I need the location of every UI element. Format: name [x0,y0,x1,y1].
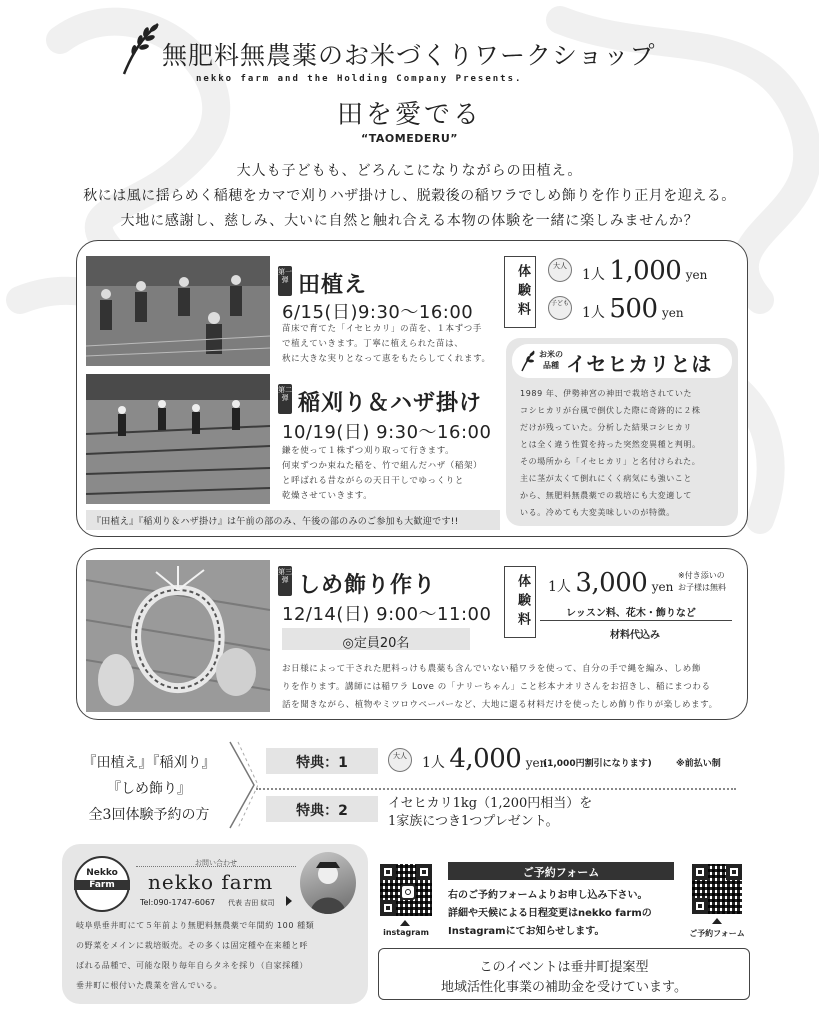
isehikari-body-3: だけが残っていた。分析した結果コシヒカリ [520,423,692,432]
shime-price-unit: yen [651,580,674,594]
event3-title: しめ飾り作り [298,572,437,598]
event3-desc-3: 話を聞きながら、植物やミツロウペーパーなど、大地に還る材料だけを使ったしめ飾り作りが楽しめます。 [282,700,718,710]
isehikari-body-8: いる。冷めても大変美味しいのが特徴。 [520,508,675,517]
chevron-divider [228,740,258,830]
perk1-price-unit: yen [525,756,548,770]
reserve-form-label: ご予約フォーム [689,929,745,938]
rice-planting-photo [86,256,270,366]
event2-desc-3: と呼ばれる昔ながらの天日干しでゆっくりと [282,476,464,486]
event2-desc-4: 乾燥させていきます。 [282,491,373,501]
farm-inquiry-line [136,866,296,867]
bundle-left-2: 『しめ飾り』 [107,781,191,797]
reserve-form-title: ご予約フォーム [522,866,600,879]
perk1-note: (1,000円割引になります) [543,759,652,769]
lesson-fee: レッスン料、花木・飾りなど [566,608,696,619]
event3-desc-2: りを作ります。講師には稲ワラ Love の「ナリーちゃん」こと杉本ナオリさんをお招きし、稲にまつわる [282,682,711,692]
adult-tag: 大人 [548,258,572,282]
instagram-qr-arrow-icon [400,920,410,926]
reservation-form-qr-code[interactable] [690,862,744,916]
rice-sprig-icon [520,350,536,372]
bundle-left-1: 『田植え』『稲刈り』 [82,755,216,771]
subsidy-line-1: このイベントは垂井町提案型 [479,960,649,975]
reserve-text-2: 詳細や天候による日程変更はnekko farmの [448,908,652,919]
perk2-text-2: 1家族につき1つプレゼント。 [388,814,559,829]
perk1-note-2: ※前払い制 [676,759,721,769]
perk1-price-value: 4,000 [449,744,522,774]
presents-line: nekko farm and the Holding Company Presents. [196,74,523,84]
workshop-title: 無肥料無農薬のお米づくりワークショップ [162,41,656,70]
farm-logo-text-1: Nekko [86,868,118,878]
instagram-label: instagram [383,928,429,937]
farm-tel: Tel:090-1747-6067 [140,898,216,907]
isehikari-body-5: その場所から「イセヒカリ」と名付けられた。 [520,457,701,466]
child-price-unit: yen [661,306,684,320]
farm-desc-3: ばれる品種で、可能な限り毎年自らタネを採り（自家採種） [76,961,309,970]
adult-price [582,256,707,286]
instagram-icon [400,884,416,900]
farm-logo-text-2: Farm [74,880,130,890]
event1-desc-1: 苗床で育てた「イセヒカリ」の苗を、１本ずつ手 [282,324,482,334]
event1-title: 田植え [298,272,368,298]
perk2-text-1: イセヒカリ1kg（1,200円相当）を [388,796,593,811]
isehikari-body-2: コシヒカリが台風で倒伏した際に奇跡的に２株 [520,406,701,415]
event2-desc-2: 何束ずつか束ねた稲を、竹で組んだハザ（稲架） [282,461,483,471]
adult-price-prefix: 1人 [582,267,605,283]
event2-date: 10/19(日) 9:30～16:00 [282,422,492,443]
farmer-photo [300,852,356,914]
farm-inquiry: お問い合わせ [195,859,237,867]
event1-desc-3: 秋に大きな実りとなって恵をもたらしてくれます。 [282,354,491,364]
event3-number-badge: 第三弾 [278,566,292,596]
rice-harvest-photo [86,374,270,504]
intro-line-1: 大人も子どもも、どろんこになりながらの田植え。 [236,163,583,179]
instagram-qr-code[interactable] [378,862,434,918]
farm-desc-2: の野菜をメインに栽培販売。その多くは固定種や在来種と呼 [76,941,309,950]
event1-number-badge: 第一弾 [278,266,292,296]
intro-line-3: 大地に感謝し、慈しみ、大いに自然と触れ合える本物の体験を一緒に楽しみませんか？ [120,213,699,229]
child-price-prefix: 1人 [582,305,605,321]
event-name-en: “TAOMEDERU” [361,132,458,145]
isehikari-title: イセヒカリとは [566,352,713,376]
perk1-label: 特典：1 [296,755,348,771]
capacity: ◎定員20名 [342,636,410,651]
shime-note-2: お子様は無料 [678,583,726,592]
fee-label-3: 体験料 [504,566,536,638]
isehikari-body-1: 1989 年、伊勢神宮の神田で栽培されていた [520,389,693,398]
shimekazari-photo [86,560,270,712]
reserve-text-3: Instagramにてお知らせします。 [448,926,605,937]
fee-label-1: 体験料 [504,256,536,328]
bundle-left-3: 全3回体験予約の方 [88,807,210,823]
event1-date: 6/15(日)9:30～16:00 [282,302,474,323]
shime-price [548,568,673,598]
event2-title: 稲刈り＆ハザ掛け [298,390,483,416]
isehikari-body-7: から、無肥料無農薬での栽培にも大変適して [520,491,692,500]
child-price [582,294,684,324]
farm-desc-4: 垂井町に根付いた農業を営んでいる。 [76,981,223,990]
note-1: 『田植え』『稲刈り＆ハザ掛け』は午前の部のみ、午後の部のみのご参加も大歓迎です!! [92,517,459,527]
shime-price-value: 3,000 [575,568,648,598]
event3-desc-1: お日様によって干された肥料っけも農薬も含んでいない稲ワラを使って、自分の手で縄を編み、しめ飾 [282,664,701,674]
isehikari-body-6: 主に茎が太くて倒れにくく病気にも強いこと [520,474,692,483]
form-qr-arrow-icon [712,918,722,924]
child-tag: 子ども [548,296,572,320]
lesson-underline [540,620,732,621]
adult-price-value: 1,000 [609,256,682,286]
farm-rep: 代表 吉田 紋司 [228,899,275,907]
event2-desc-1: 鎌を使って１株ずつ刈り取って行きます。 [282,446,455,456]
event2-number-badge: 第二弾 [278,384,292,414]
farm-desc-1: 岐阜県垂井町にて５年前より無肥料無農薬で年間約 100 種類 [76,921,315,930]
shime-price-prefix: 1人 [548,579,571,595]
perk1-tag: 大人 [388,748,412,772]
materials-fee: 材料代込み [610,630,660,641]
perk1-price-prefix: 1人 [422,755,445,771]
perk1-price [422,744,547,774]
bundle-dotted-line [256,788,736,790]
shime-note-1: ※付き添いの [678,571,725,580]
intro-line-2: 秋には風に揺らめく稲穂をカマで刈りハザ掛けし、脱穀後の稲ワラでしめ飾りを作り正月を迎える。 [83,188,736,204]
reserve-text-1: 右のご予約フォームよりお申し込み下さい。 [448,890,648,901]
rice-stalk-icon [118,20,162,76]
farm-rep-arrow-icon [286,896,292,906]
event1-desc-2: で植えていきます。丁寧に植えられた苗は、 [282,339,464,349]
adult-price-unit: yen [685,268,708,282]
isehikari-body-4: とは全く違う性質を持った突然変異種と判明。 [520,440,701,449]
perk2-label: 特典：2 [296,803,348,819]
event3-date: 12/14(日) 9:00～11:00 [282,604,492,625]
event-name: 田を愛でる [336,100,482,130]
isehikari-tag: お米の品種 [539,350,563,370]
subsidy-line-2: 地域活性化事業の補助金を受けています。 [441,980,687,995]
farm-name: nekko farm [148,870,274,894]
child-price-value: 500 [609,294,658,324]
